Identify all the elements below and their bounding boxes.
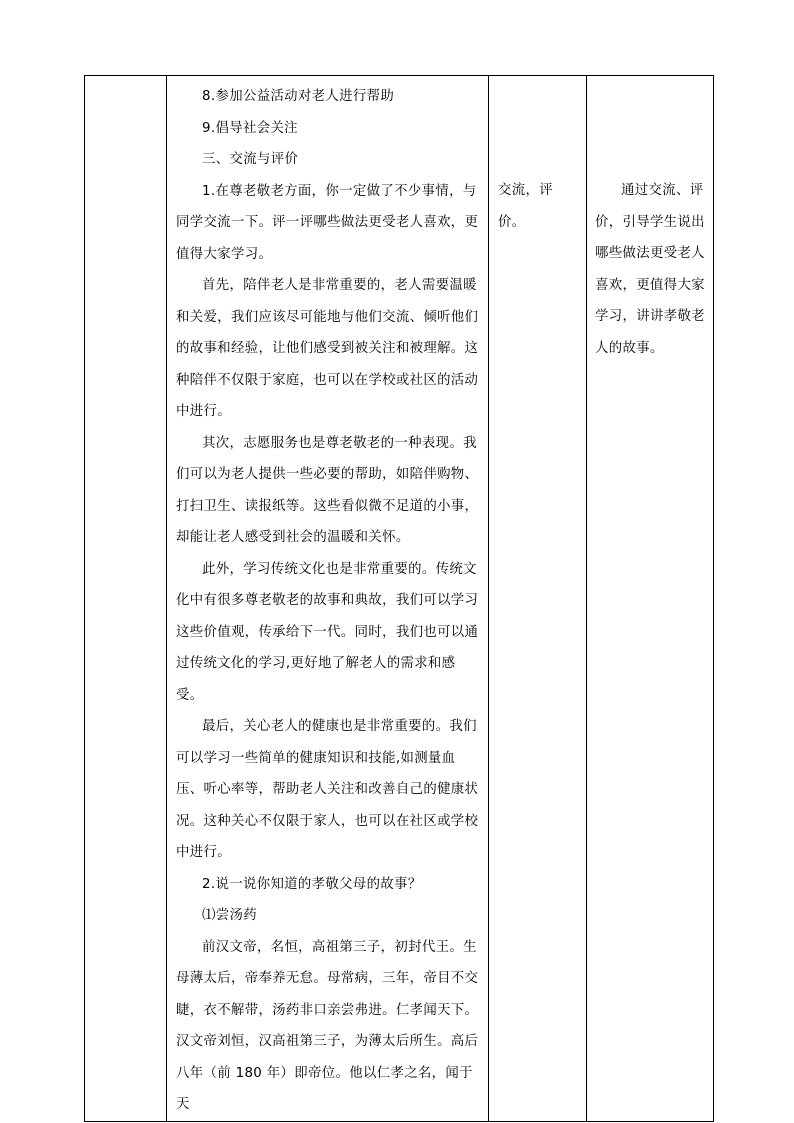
question-2-text: 2.说一说你知道的孝敬父母的故事？ xyxy=(202,876,422,892)
question-1-text: 1.在尊老敬老方面，你一定做了不少事情，与同学交流一下。评一评哪些做法更受老人喜欢，更值得大家学习。 xyxy=(176,183,479,262)
story-paragraph: 前汉文帝，名恒，高祖第三子，初封代王。生母薄太后，帝奉养无怠。母常病，三年，帝目不交睫，衣不解带，汤药非口亲尝弗进。仁孝闻天下。汉文帝刘恒，汉高祖第三子，为薄太后所生。高后八年（前 180 年）即帝位。他以仁孝之名，闻于天 xyxy=(176,939,479,1112)
teaching-process-cell xyxy=(167,76,489,1122)
paragraph-culture: 此外，学习传统文化也是非常重要的。传统文化中有很多尊老敬老的故事和典故，我们可以学习这些价值观，传承给下一代。同时，我们也可以通过传统文化的学习,更好地了解老人的需求和感受。 xyxy=(176,561,479,703)
table-row xyxy=(85,76,714,1122)
paragraph-health: 最后，关心老人的健康也是非常重要的。我们可以学习一些简单的健康知识和技能,如测量血压、听心率等，帮助老人关注和改善自己的健康状况。这种关心不仅限于家人，也可以在社区或学校中进行。 xyxy=(176,719,479,860)
step-8-text: 8.参加公益活动对老人进行帮助 xyxy=(202,89,395,104)
student-activity-cell xyxy=(489,76,587,1122)
design-intent-content xyxy=(587,76,713,364)
student-activity-text: 交流，评价。 xyxy=(498,183,553,230)
section-heading: 三、交流与评价 xyxy=(202,152,299,167)
empty-left-column xyxy=(85,76,167,1122)
design-intent-text: 通过交流、评价，引导学生说出哪些做法更受老人喜欢，更值得大家学习，讲讲孝敬老人的故事。 xyxy=(595,183,705,356)
design-intent-cell xyxy=(587,76,714,1122)
paragraph-companionship: 首先，陪伴老人是非常重要的，老人需要温暖和关爱，我们应该尽可能地与他们交流、倾听他们的故事和经验，让他们感受到被关注和被理解。这种陪伴不仅限于家庭，也可以在学校或社区的活动中进行。 xyxy=(176,278,479,419)
story-title: ⑴尝汤药 xyxy=(202,908,257,923)
teaching-process-content xyxy=(167,76,488,1121)
paragraph-volunteer: 其次，志愿服务也是尊老敬老的一种表现。我们可以为老人提供一些必要的帮助，如陪伴购物、打扫卫生、读报纸等。这些看似微不足道的小事，却能让老人感受到社会的温暖和关怀。 xyxy=(176,435,479,545)
lesson-plan-table xyxy=(84,75,714,1122)
step-9-text: 9.倡导社会关注 xyxy=(202,120,298,136)
